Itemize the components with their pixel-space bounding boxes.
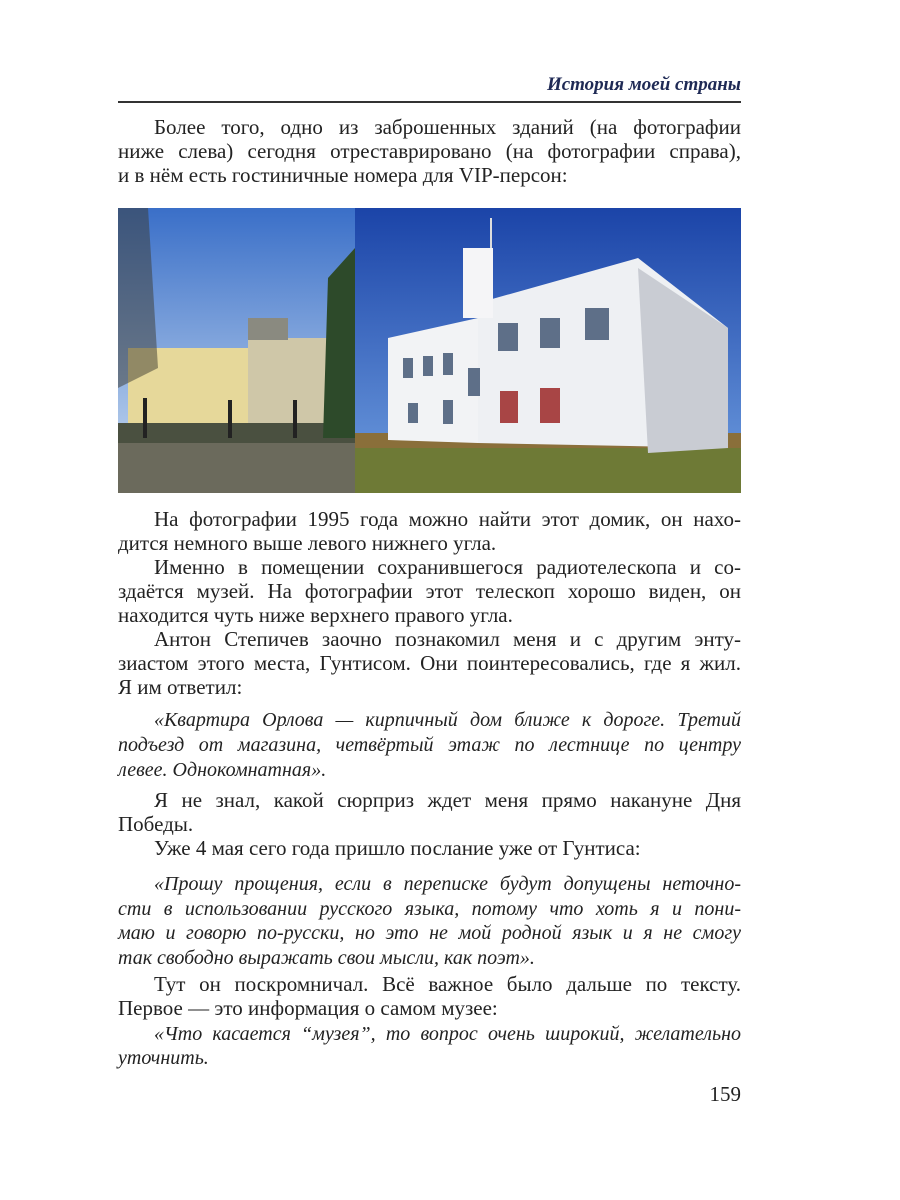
text-line: Уже 4 мая сего года пришло послание уже от Гунтиса: (154, 836, 641, 860)
paragraph (118, 115, 741, 187)
text-line: левее. Однокомнатная». (118, 759, 327, 781)
header-rule (118, 101, 741, 103)
text-line: Именно в помещении сохранившегося радиотелескопа и со- (154, 555, 741, 579)
text-line: зиастом этого места, Гунтисом. Они поинтересовались, где я жил. (118, 651, 741, 675)
text-line: подъезд от магазина, четвёртый этаж по лестнице по центру (118, 734, 741, 756)
running-header: История моей страны (546, 74, 741, 95)
text-line: сти в использовании русского языка, потому что хоть я и пони- (118, 897, 741, 920)
text-line: На фотографии 1995 года можно найти этот домик, он нахо- (154, 507, 741, 531)
text-line: Я не знал, какой сюрприз ждет меня прямо накануне Дня (154, 788, 741, 812)
text-line: Я им ответил: (118, 675, 243, 699)
paragraph (118, 627, 741, 699)
text-line: дится немного выше левого нижнего угла. (118, 531, 497, 555)
text-line: уточнить. (118, 1047, 209, 1069)
text-line: Более того, одно из заброшенных зданий (на фотографии (154, 115, 741, 139)
text-line: ниже слева) сегодня отреставрировано (на фотографии справа), (118, 139, 741, 163)
quote (118, 708, 741, 783)
text-line: Первое — это информация о самом музее: (118, 996, 498, 1020)
photo-left-1995 (118, 208, 355, 493)
text-line: Тут он поскромничал. Всё важное было дальше по тексту. (154, 972, 741, 996)
text-line: Антон Степичев заочно познакомил меня и с другим энту- (154, 627, 741, 651)
paragraph (118, 836, 741, 860)
text-line: и в нём есть гостиничные номера для VIP-персон: (118, 163, 568, 187)
text-line: так свободно выражать свои мысли, как поэт». (118, 946, 535, 969)
paragraph (118, 972, 741, 1020)
paragraph (118, 555, 741, 627)
text-line: маю и говорю по-русски, но это не мой родной язык и я не смогу (118, 922, 741, 944)
photo-right-restored (355, 208, 741, 493)
text-line: находится чуть ниже верхнего правого угла. (118, 603, 513, 627)
paragraph (118, 788, 741, 836)
text-line: «Что касается “музея”, то вопрос очень широкий, желательно (154, 1023, 741, 1045)
text-line: «Прошу прощения, если в переписке будут допущены неточно- (154, 873, 741, 895)
building-photos (118, 208, 741, 493)
text-line: «Квартира Орлова — кирпичный дом ближе к дороге. Третий (154, 709, 741, 731)
quote (118, 872, 741, 970)
text-line: здаётся музей. На фотографии этот телескоп хорошо виден, он (118, 579, 741, 603)
paragraph (118, 507, 741, 555)
quote (118, 1022, 741, 1070)
text-line: Победы. (118, 812, 194, 836)
page-number: 159 (709, 1082, 741, 1106)
